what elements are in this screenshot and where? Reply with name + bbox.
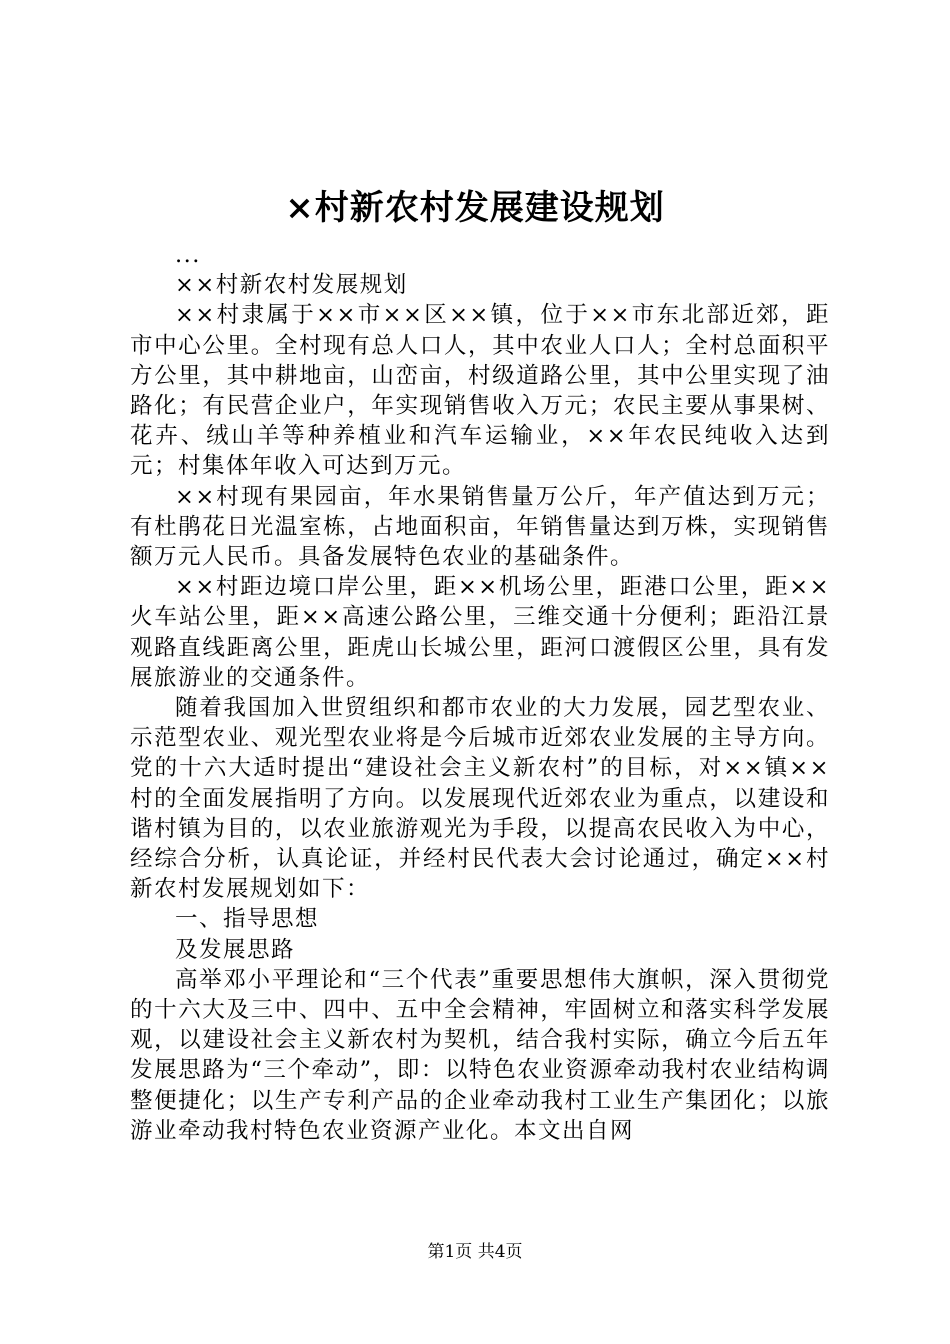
paragraph-orchards: ××村现有果园亩，年水果销售量万公斤，年产值达到万元；有杜鹃花日光温室栋，占地面积亩，年销售量达到万株，实现销售额万元人民币。具备发展特色农业的基础条件。 (130, 483, 830, 571)
paragraph-transport: ××村距边境口岸公里，距××机场公里，距港口公里，距××火车站公里，距××高速公路公里，三维交通十分便利；距沿江景观路直线距离公里，距虎山长城公里，距河口渡假区公里，具有发展旅游业的交通条件。 (130, 574, 830, 691)
page-footer: 第1页 共4页 (427, 1242, 523, 1262)
paragraph-guidance: 高举邓小平理论和“三个代表”重要思想伟大旗帜，深入贯彻党的十六大及三中、四中、五中全会精神，牢固树立和落实科学发展观，以建设社会主义新农村为契机，结合我村实际，确立今后五年发展思路为“三个牵动”，即：以特色农业资源牵动我村农业结构调整便捷化；以生产专利产品的企业牵动我村工业生产集团化；以旅游业牵动我村特色农业资源产业化。本文出自网 (130, 966, 830, 1144)
ellipsis-line: ... (175, 242, 201, 268)
section-heading-continued: 及发展思路 (175, 936, 296, 963)
paragraph-overview: ××村隶属于××市××区××镇，位于××市东北部近郊，距市中心公里。全村现有总人口人，其中农业人口人；全村总面积平方公里，其中耕地亩，山峦亩，村级道路公里，其中公里实现了油路化；有民营企业户，年实现销售收入万元；农民主要从事果树、花卉、绒山羊等种养植业和汽车运输业，××年农民纯收入达到元；村集体年收入可达到万元。 (130, 302, 830, 480)
document-body (130, 240, 830, 1146)
subtitle-paragraph: ××村新农村发展规划 (175, 272, 408, 299)
paragraph-direction: 随着我国加入世贸组织和都市农业的大力发展，园艺型农业、示范型农业、观光型农业将是今后城市近郊农业发展的主导方向。党的十六大适时提出“建设社会主义新农村”的目标，对××镇××村的全面发展指明了方向。以发展现代近郊农业为重点，以建设和谐村镇为目的，以农业旅游观光为手段，以提高农民收入为中心，经综合分析，认真论证，并经村民代表大会讨论通过，确定××村新农村发展规划如下： (130, 695, 830, 903)
section-heading: 一、指导思想 (175, 906, 320, 933)
document-title: ×村新农村发展建设规划 (285, 188, 665, 228)
